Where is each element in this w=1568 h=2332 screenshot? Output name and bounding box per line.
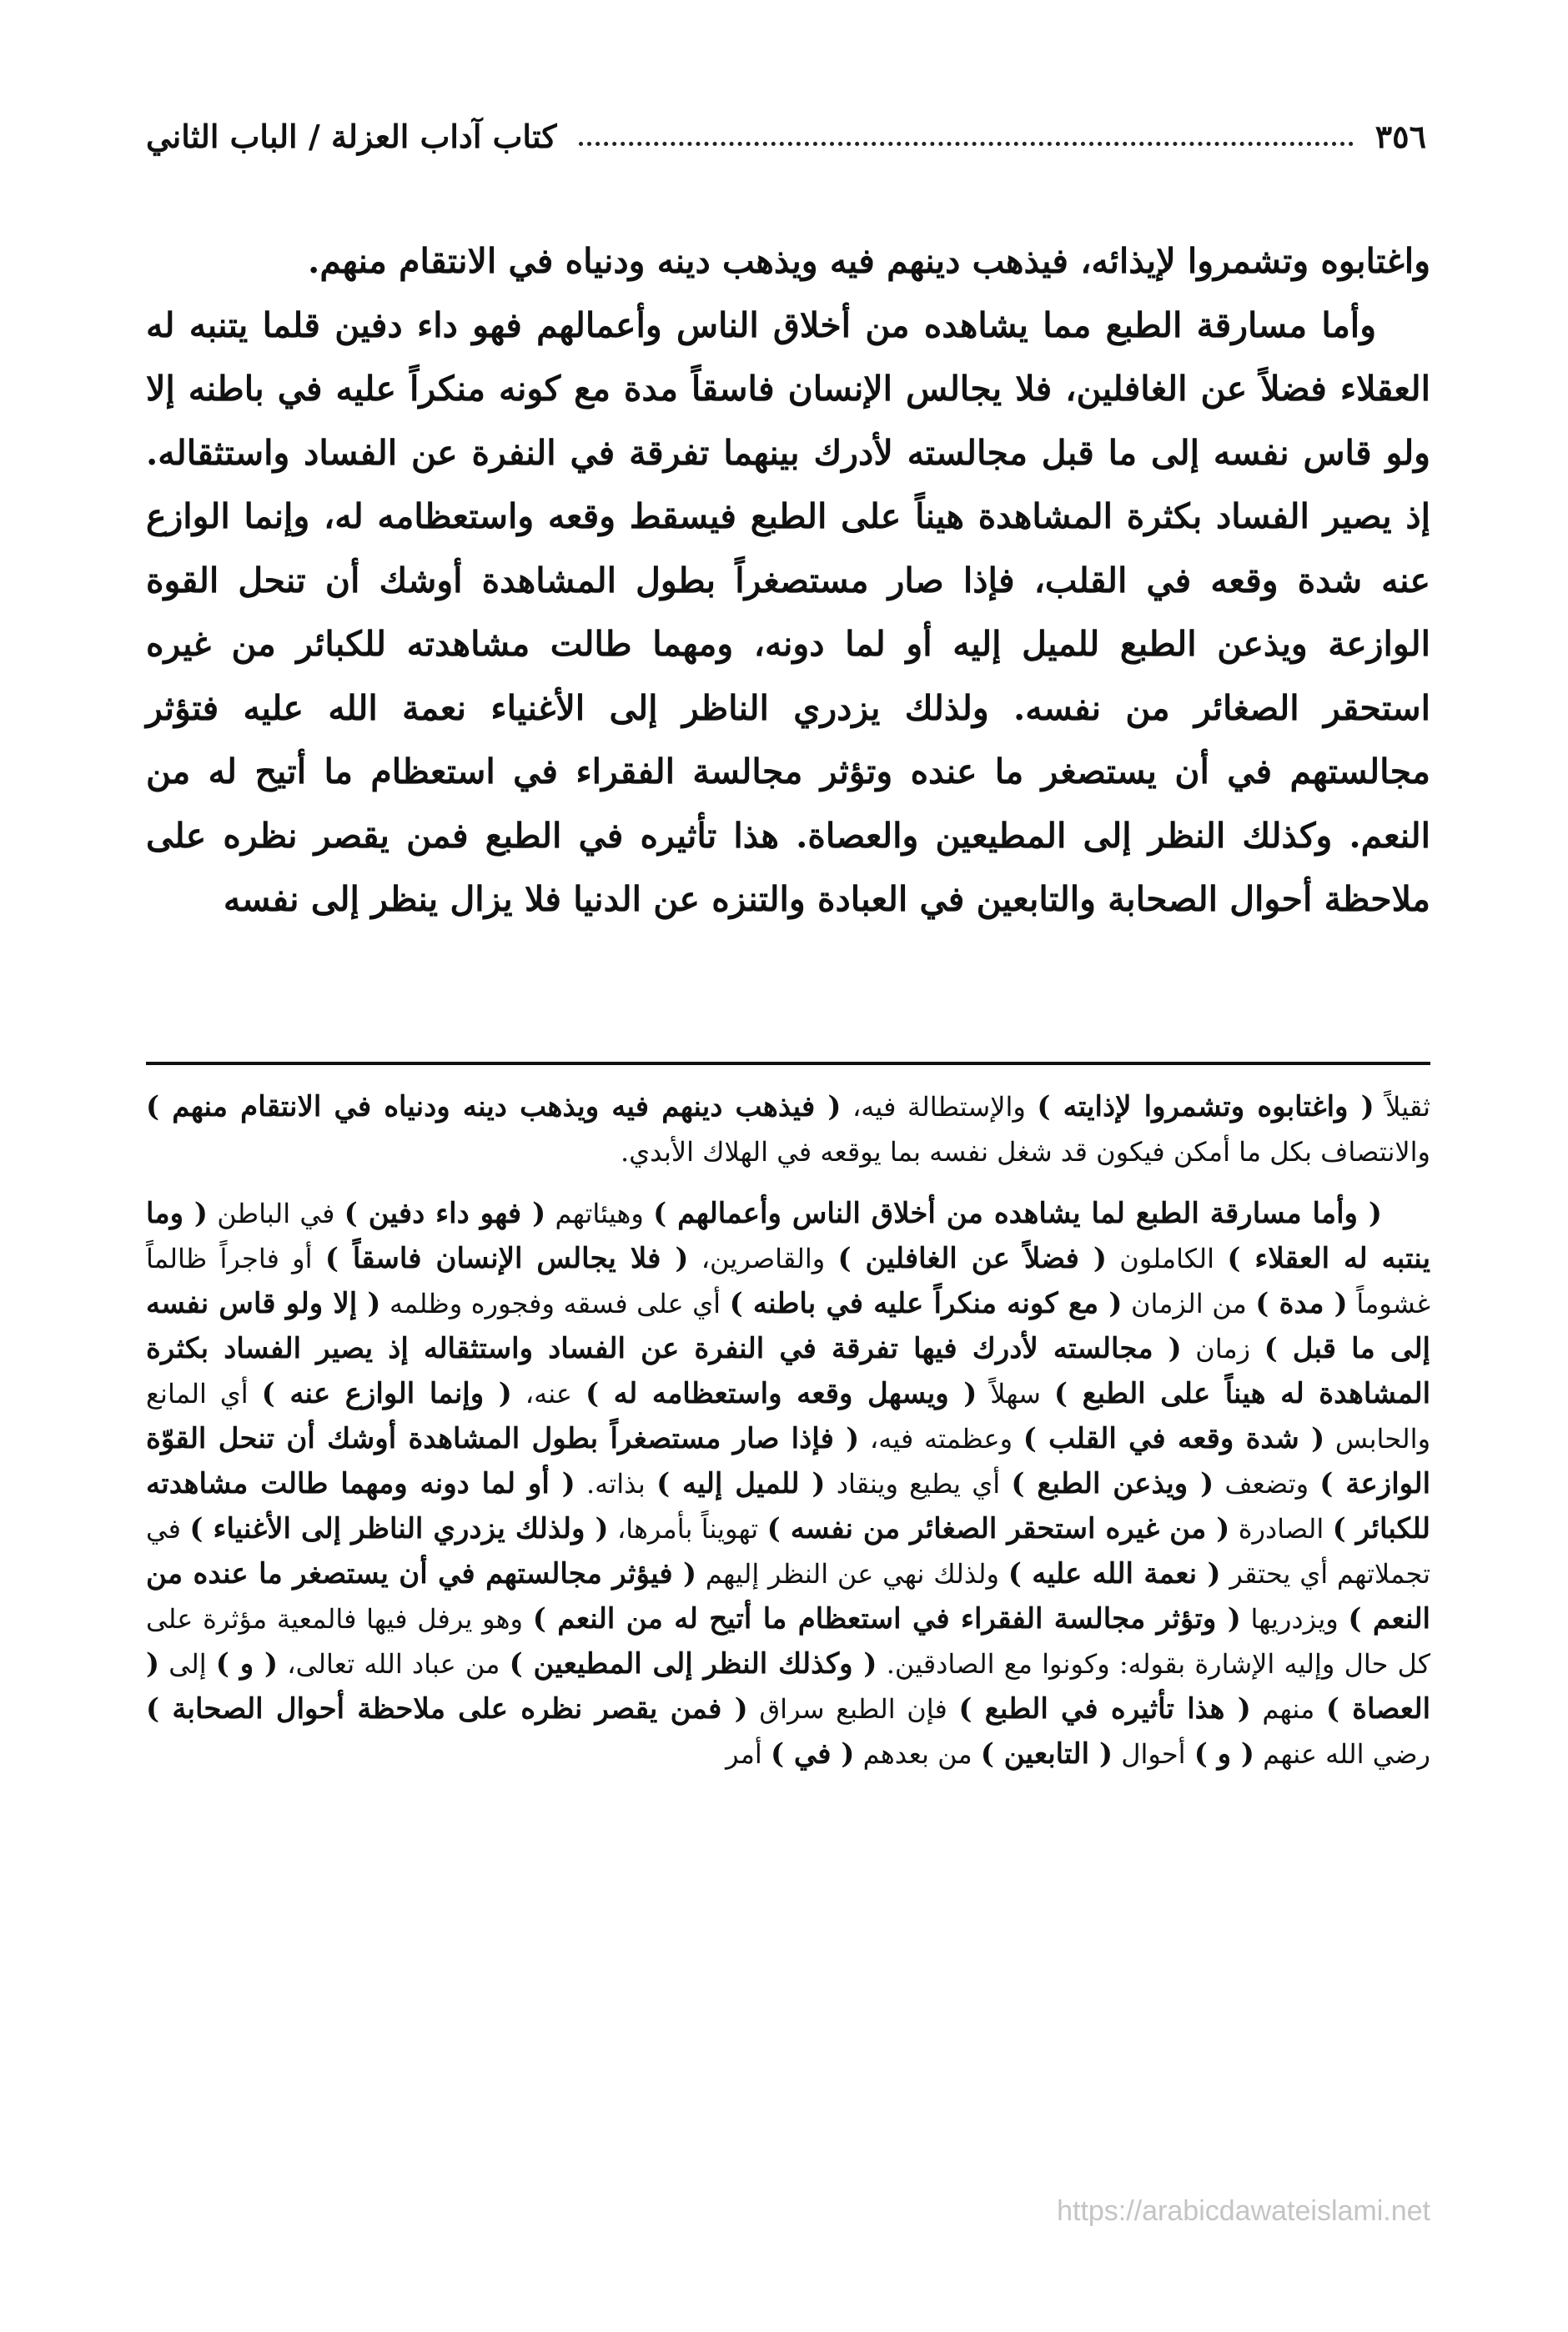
commentary-text: وهو يرفل فيها فالمعية مؤثرة على كل حال وإليه الإشارة بقوله: وكونوا مع الصادقين. bbox=[146, 1603, 1431, 1680]
commentary-quote: ( وتؤثر مجالسة الفقراء في استعظام ما أتيح له من النعم ) bbox=[532, 1602, 1241, 1636]
commentary-text: سهلاً bbox=[977, 1378, 1054, 1410]
commentary-quote: ( التابعين ) bbox=[980, 1737, 1113, 1771]
commentary-text: من عباد الله تعالى، bbox=[278, 1648, 510, 1680]
commentary-quote: ( و ) bbox=[215, 1647, 279, 1681]
commentary-quote: ( واغتابوه وتشمروا لإذايته ) bbox=[1037, 1090, 1375, 1123]
commentary-text: أي على فسقه وفجوره وظلمه bbox=[380, 1288, 730, 1319]
commentary-quote: ( أو لما دونه ومهما طالت مشاهدته للكبائر ) bbox=[146, 1467, 1431, 1545]
commentary-text: في الباطن bbox=[208, 1198, 344, 1229]
commentary-text: إلى bbox=[159, 1648, 216, 1680]
commentary-quote: ( فلا يجالس الإنسان فاسقاً ) bbox=[324, 1242, 689, 1275]
commentary-text: ولذلك نهي عن النظر إليهم bbox=[696, 1558, 1008, 1590]
page-header bbox=[146, 107, 1426, 165]
commentary-quote: ( في ) bbox=[770, 1737, 855, 1771]
separator-rule bbox=[146, 1062, 1430, 1065]
commentary-quote: ( العصاة ) bbox=[146, 1647, 1431, 1726]
commentary-text: وهيئاتهم bbox=[545, 1198, 654, 1229]
commentary-text: أو فاجراً ظالماً غشوماً bbox=[146, 1243, 1431, 1319]
commentary-quote: ( و ) bbox=[1194, 1737, 1254, 1771]
commentary-quote: ( مجالسته لأدرك فيها تفرقة في النفرة عن الفساد واستثقاله إذ يصير الفساد بكثرة المشاهدة له هيناً على الطبع ) bbox=[146, 1332, 1431, 1410]
commentary-text: الصادرة bbox=[1229, 1513, 1333, 1545]
running-title: كتاب آداب العزلة / الباب الثاني bbox=[146, 117, 557, 155]
commentary-quote: ( فهو داء دفين ) bbox=[344, 1197, 546, 1230]
commentary-quote: ( للميل إليه ) bbox=[656, 1467, 826, 1500]
commentary-text: زمان bbox=[1181, 1333, 1264, 1365]
commentary-text: أي يطيع وينقاد bbox=[825, 1468, 1012, 1500]
commentary-quote: ( فمن يقصر نظره على ملاحظة أحوال الصحابة ) bbox=[146, 1692, 748, 1726]
commentary-quote: ( وما ينتبه له العقلاء ) bbox=[146, 1197, 1431, 1275]
commentary-text: من بعدهم bbox=[854, 1738, 981, 1770]
watermark-url: https://arabicdawateislami.net bbox=[1057, 2195, 1430, 2227]
commentary-quote: ( هذا تأثيره في الطبع ) bbox=[958, 1692, 1251, 1726]
commentary-text: ثقيلاً bbox=[1374, 1091, 1431, 1123]
commentary-text: أحوال bbox=[1113, 1738, 1194, 1770]
commentary-quote: ( ولذلك يزدري الناظر إلى الأغنياء ) bbox=[189, 1512, 609, 1545]
commentary-text: وعظمته فيه، bbox=[859, 1423, 1023, 1455]
commentary-quote: ( إلا ولو قاس نفسه إلى ما قبل ) bbox=[146, 1287, 1431, 1365]
commentary-quote: ( وإنما الوازع عنه ) bbox=[261, 1377, 512, 1410]
commentary-text: تهويناً بأمرها، bbox=[608, 1513, 767, 1545]
commentary-paragraph-2 bbox=[146, 1191, 1430, 1777]
commentary bbox=[146, 1084, 1430, 2194]
page-number: ٣٥٦ bbox=[1375, 117, 1426, 155]
commentary-quote: ( فيذهب دينهم فيه ويذهب دينه ودنياه في الانتقام منهم ) bbox=[146, 1090, 842, 1123]
commentary-text: والقاصرين، bbox=[688, 1243, 838, 1274]
commentary-quote: ( نعمة الله عليه ) bbox=[1008, 1557, 1221, 1591]
commentary-text: أي المانع والحابس bbox=[146, 1378, 1431, 1455]
commentary-text: في تجملاتهم أي يحتقر bbox=[146, 1513, 1431, 1590]
main-paragraph-2: وأما مسارقة الطبع مما يشاهده من أخلاق الناس وأعمالهم فهو داء دفين قلما يتنبه له العقلاء فضلاً عن الغافلين، فلا يجالس الإنسان فاسقاً مدة مع كونه منكراً عليه في باطنه إلا ولو قاس نفسه إلى ما قبل مجالسته لأدرك بينهما تفرقة في النفرة عن الفساد واستثقاله. إذ يصير الفساد بكثرة المشاهدة هيناً على الطبع فيسقط وقعه واستعظامه له، وإنما الوازع عنه شدة وقعه في القلب، فإذا صار مستصغراً بطول المشاهدة أوشك أن تنحل القوة الوازعة ويذعن الطبع للميل إليه أو لما دونه، ومهما طالت مشاهدته للكبائر من غيره استحقر الصغائر من نفسه. ولذلك يزدري الناظر إلى الأغنياء نعمة الله عليه فتؤثر مجالستهم في أن يستصغر ما عنده وتؤثر مجالسة الفقراء في استعظام ما أتيح له من النعم. وكذلك النظر إلى المطيعين والعصاة. هذا تأثيره في الطبع فمن يقصر نظره على ملاحظة أحوال الصحابة والتابعين في العبادة والتنزه عن الدنيا فلا يزال ينظر إلى نفسه bbox=[146, 304, 1430, 919]
commentary-text: ويزدريها bbox=[1240, 1603, 1349, 1635]
commentary-quote: ( ويذعن الطبع ) bbox=[1011, 1467, 1214, 1500]
commentary-text: والانتصاف بكل ما أمكن فيكون قد شغل نفسه بما يوقعه في الهلاك الأبدي. bbox=[620, 1136, 1430, 1168]
commentary-text: بذاته. bbox=[575, 1468, 657, 1500]
commentary-quote: ( فإذا صار مستصغراً بطول المشاهدة أوشك أن تنحل القوّة الوازعة ) bbox=[146, 1422, 1431, 1500]
commentary-text: منهم bbox=[1250, 1693, 1326, 1725]
commentary-text: الكاملون bbox=[1106, 1243, 1228, 1274]
commentary-quote: ( مدة ) bbox=[1255, 1287, 1348, 1320]
commentary-text: وتضعف bbox=[1214, 1468, 1320, 1500]
commentary-quote: ( فيؤثر مجالستهم في أن يستصغر ما عنده من النعم ) bbox=[146, 1557, 1431, 1636]
commentary-quote: ( من غيره استحقر الصغائر من نفسه ) bbox=[766, 1512, 1230, 1545]
commentary-quote: ( فضلاً عن الغافلين ) bbox=[837, 1242, 1107, 1275]
commentary-quote: ( مع كونه منكراً عليه في باطنه ) bbox=[729, 1287, 1123, 1320]
commentary-quote: ( وأما مسارقة الطبع لما يشاهده من أخلاق الناس وأعمالهم ) bbox=[653, 1197, 1382, 1230]
commentary-text: أمر bbox=[726, 1738, 771, 1770]
commentary-quote: ( ويسهل وقعه واستعظامه له ) bbox=[585, 1377, 977, 1410]
dotted-leader bbox=[579, 142, 1354, 146]
commentary-quote: ( وكذلك النظر إلى المطيعين ) bbox=[509, 1647, 877, 1681]
commentary-text: رضي الله عنهم bbox=[1254, 1738, 1430, 1770]
commentary-text: من الزمان bbox=[1122, 1288, 1256, 1319]
commentary-text: عنه، bbox=[511, 1378, 585, 1410]
commentary-text: فإن الطبع سراق bbox=[747, 1693, 959, 1725]
commentary-quote: ( شدة وقعه في القلب ) bbox=[1023, 1422, 1325, 1455]
main-text bbox=[146, 229, 1430, 1030]
main-paragraph-1: واغتابوه وتشمروا لإيذائه، فيذهب دينهم فيه ويذهب دينه ودنياه في الانتقام منهم. bbox=[308, 241, 1430, 281]
commentary-paragraph-1 bbox=[146, 1084, 1430, 1174]
commentary-text: والإستطالة فيه، bbox=[841, 1091, 1038, 1123]
